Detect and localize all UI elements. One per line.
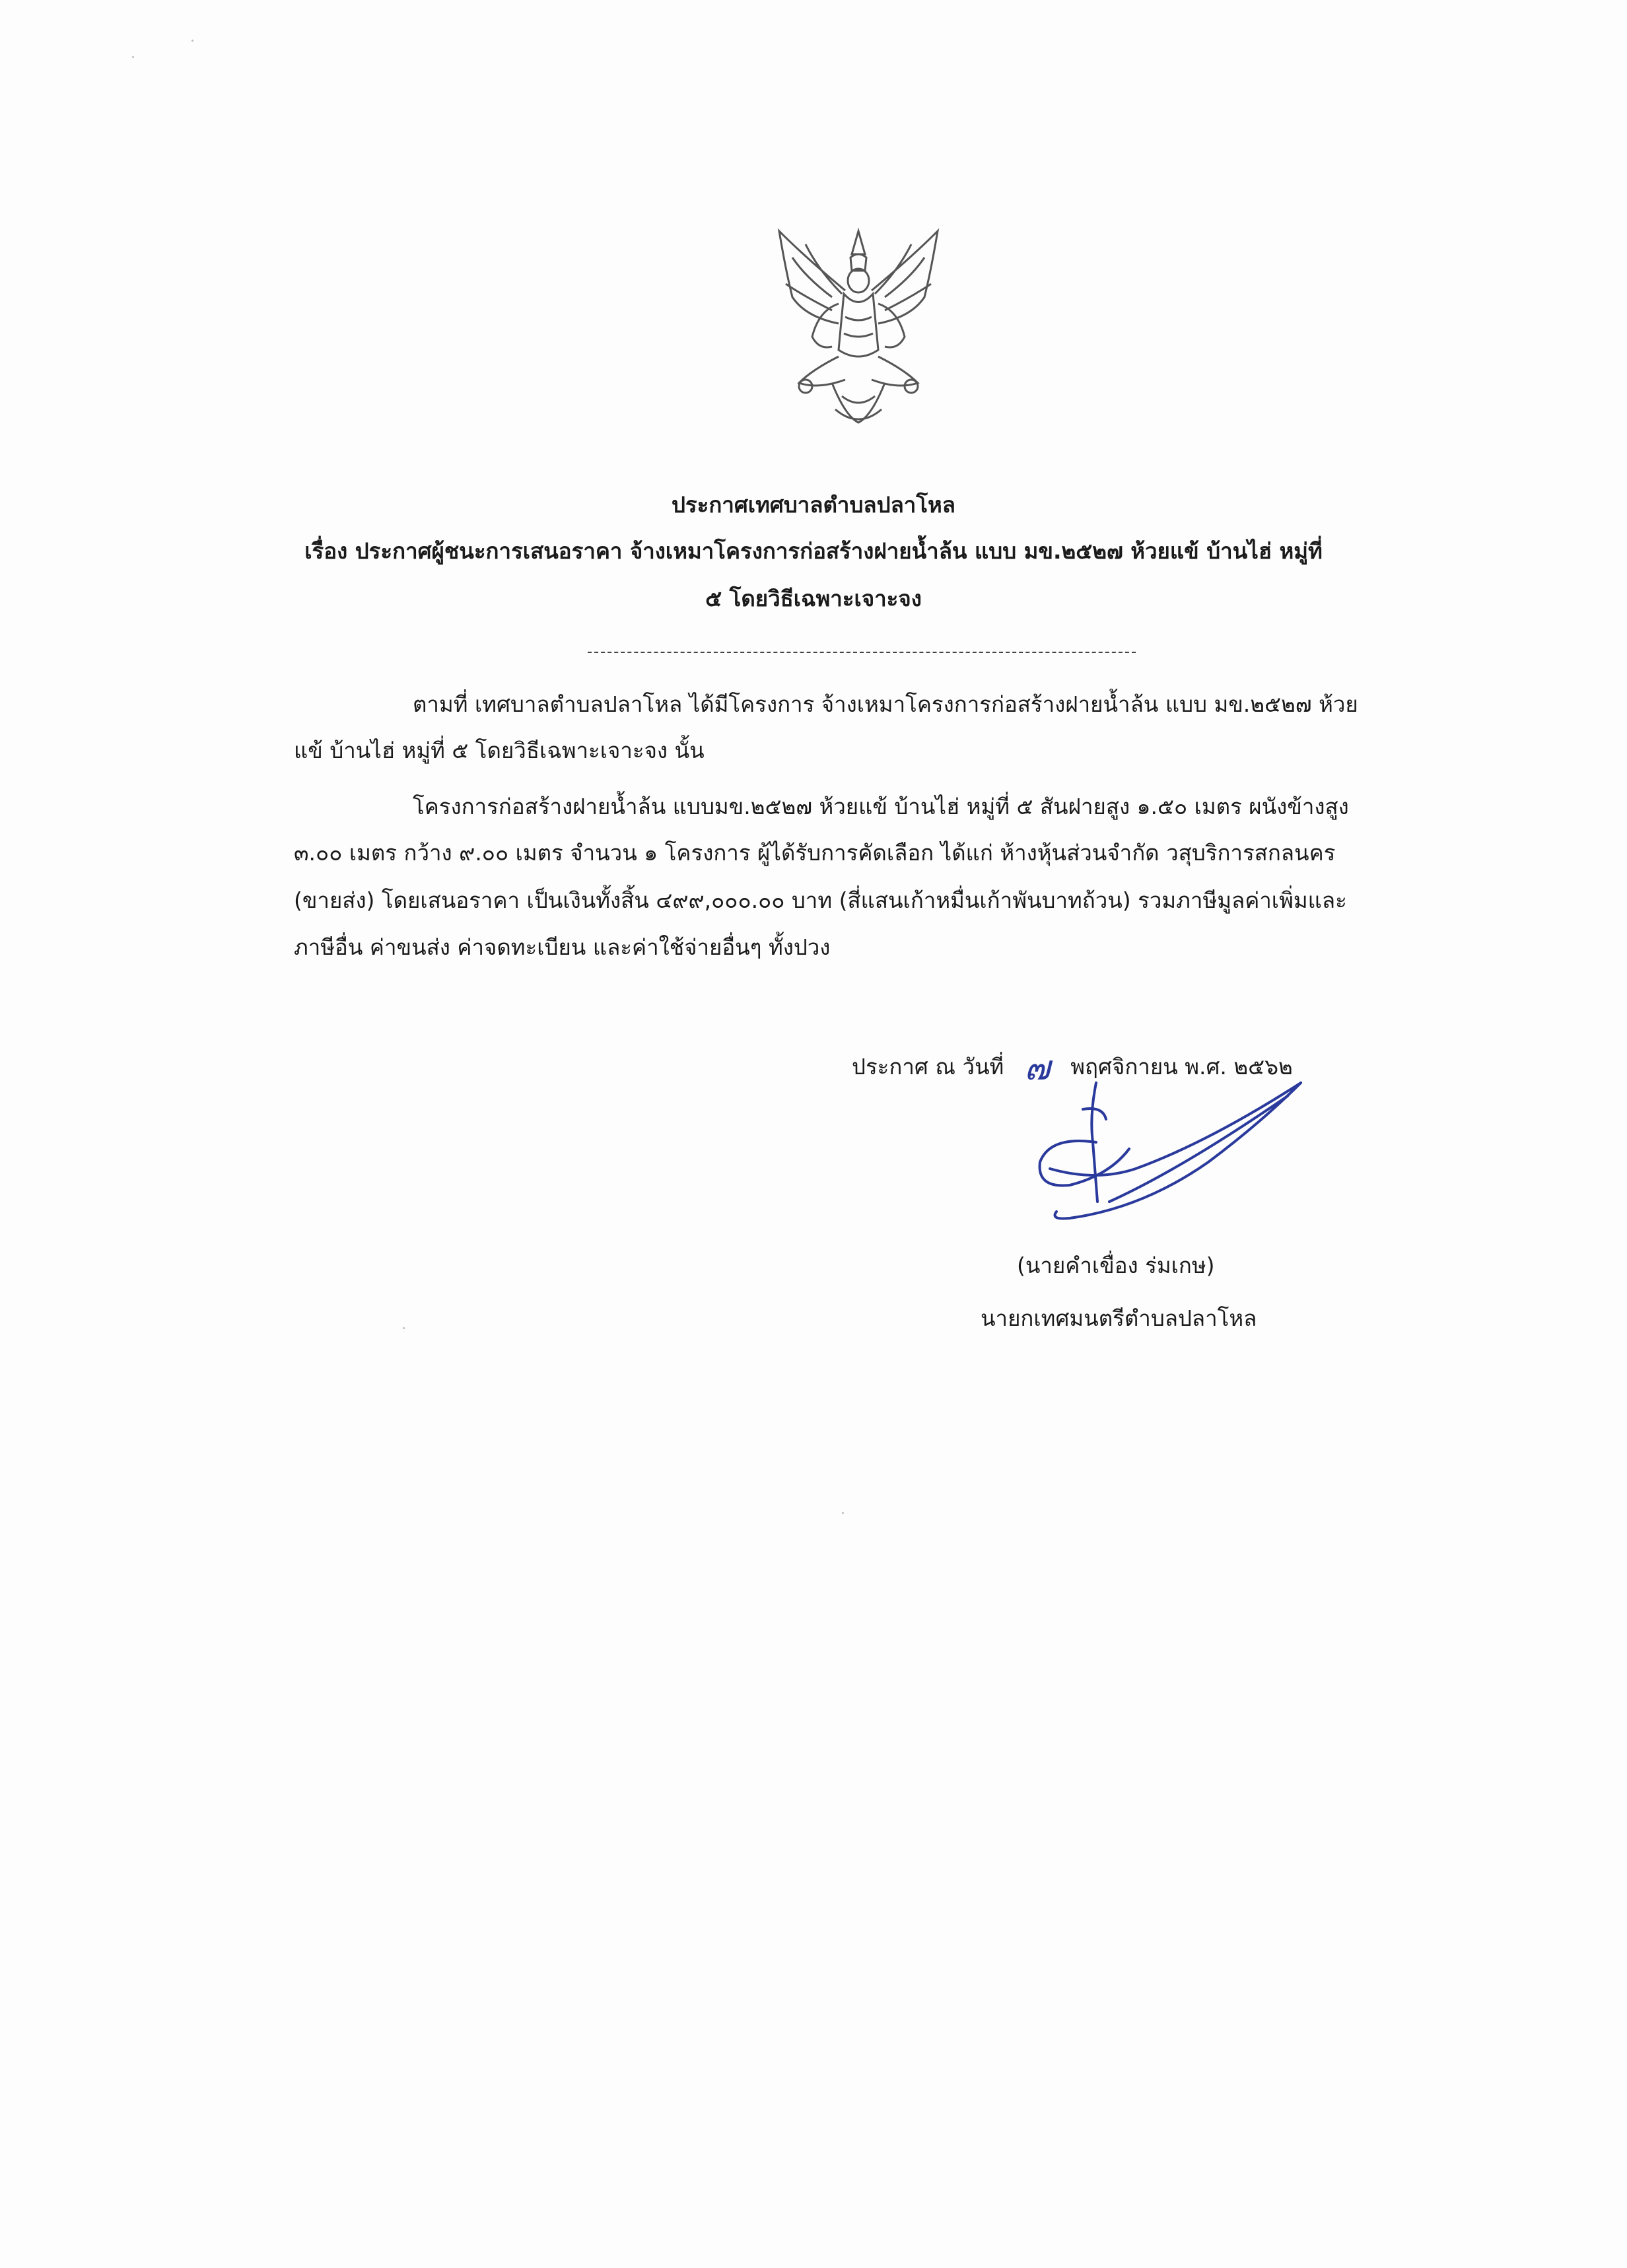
scan-speck [403,1327,405,1329]
subject-line-2: ๕ โดยวิธีเฉพาะเจาะจง [705,586,922,611]
paragraph-2-line-2: ๓.๐๐ เมตร กว้าง ๙.๐๐ เมตร จำนวน ๑ โครงการ ผู้ได้รับการคัดเลือก ได้แก่ ห้างหุ้นส่วนจำกัด วสุบริการสกลนคร [294,840,1336,866]
scan-speck [191,40,193,42]
garuda-emblem-icon [766,218,951,436]
date-prefix: ประกาศ ณ วันที่ [852,1054,1004,1080]
subject-line-1: เรื่อง ประกาศผู้ชนะการเสนอราคา จ้างเหมาโครงการก่อสร้างฝายน้ำล้น แบบ มข.๒๕๒๗ ห้วยแข้ บ้านไฮ่ หมู่ที่ [304,538,1323,564]
scan-speck [842,1512,844,1514]
paragraph-2-line-4: ภาษีอื่น ค่าขนส่ง ค่าจดทะเบียน และค่าใช้จ่ายอื่นๆ ทั้งปวง [294,934,831,960]
handwritten-signature [1010,1070,1314,1254]
date-day-handwritten: ๗ [1024,1048,1051,1088]
paragraph-1-line-2: แข้ บ้านไฮ่ หมู่ที่ ๕ โดยวิธีเฉพาะเจาะจง นั้น [294,738,705,763]
date-suffix: พฤศจิกายน พ.ศ. ๒๕๖๒ [1070,1054,1293,1080]
announcement-title: ประกาศเทศบาลตำบลปลาโหล [671,492,956,518]
separator-line [588,652,1136,653]
signer-title: นายกเทศมนตรีตำบลปลาโหล [981,1305,1257,1331]
paragraph-2-line-1: โครงการก่อสร้างฝายน้ำล้น แบบมข.๒๕๒๗ ห้วยแข้ บ้านไฮ่ หมู่ที่ ๕ สันฝายสูง ๑.๕๐ เมตร ผนังข้างสูง [413,794,1349,819]
scan-speck [132,56,134,58]
paragraph-2-line-3: (ขายส่ง) โดยเสนอราคา เป็นเงินทั้งสิ้น ๔๙๙,๐๐๐.๐๐ บาท (สี่แสนเก้าหมื่นเก้าพันบาทถ้วน) รวมภาษีมูลค่าเพิ่มและ [294,887,1347,913]
signer-name: (นายคำเขื่อง ร่มเกษ) [1017,1253,1215,1278]
paragraph-1-line-1: ตามที่ เทศบาลตำบลปลาโหล ได้มีโครงการ จ้างเหมาโครงการก่อสร้างฝายน้ำล้น แบบ มข.๒๕๒๗ ห้วย [413,691,1358,717]
